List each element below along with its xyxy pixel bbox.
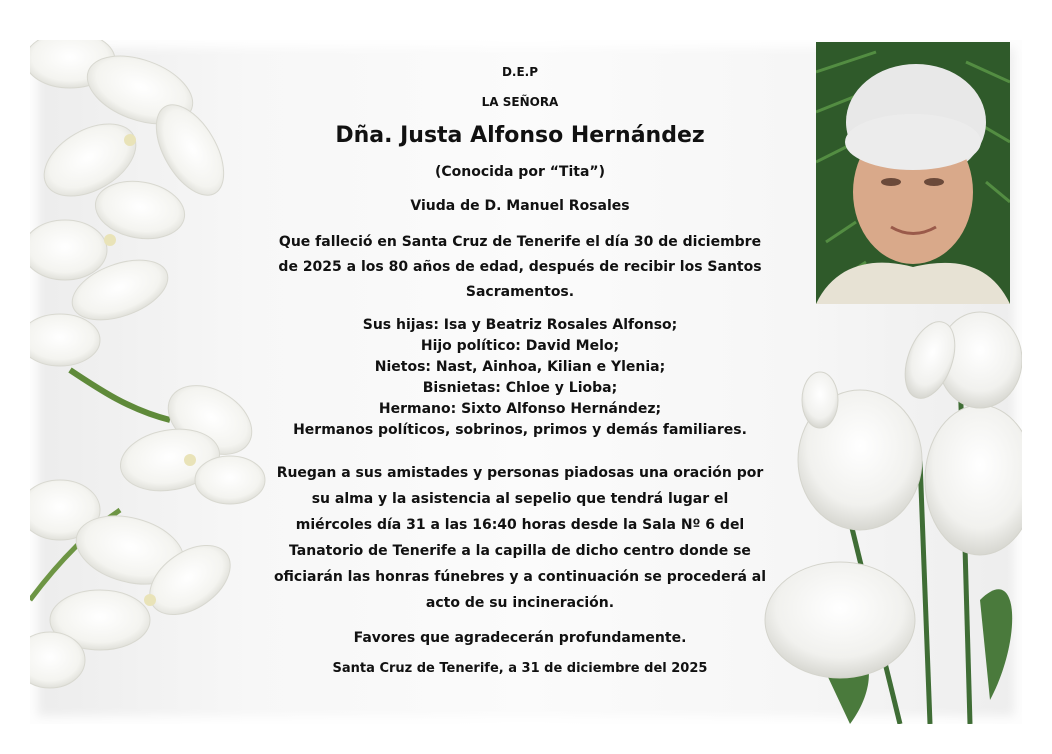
request-line: oficiarán las honras fúnebres y a continuación se procederá al (273, 569, 767, 585)
family-line: Nietos: Nast, Ainhoa, Kilian e Ylenia; (374, 359, 666, 375)
title-label: LA SEÑORA (481, 95, 559, 109)
request-line: Ruegan a sus amistades y personas piadosas una oración por (276, 465, 764, 481)
family-line: Hermano: Sixto Alfonso Hernández; (378, 401, 662, 417)
deceased-name: Dña. Justa Alfonso Hernández (335, 123, 705, 148)
widow-of: Viuda de D. Manuel Rosales (410, 198, 630, 214)
thanks-line: Favores que agradecerán profundamente. (353, 630, 687, 646)
obituary-text (270, 60, 770, 678)
dep-heading: D.E.P (501, 65, 539, 79)
death-line: Sacramentos. (465, 284, 575, 300)
family-line: Bisnietas: Chloe y Lioba; (422, 380, 618, 396)
nickname: (Conocida por “Tita”) (434, 164, 606, 180)
request-line: acto de su incineración. (425, 595, 615, 611)
family-list (270, 315, 770, 441)
family-line: Hijo político: David Melo; (420, 338, 620, 354)
family-line: Hermanos políticos, sobrinos, primos y demás familiares. (293, 422, 747, 438)
death-paragraph (270, 230, 770, 305)
family-line: Sus hijas: Isa y Beatriz Rosales Alfonso; (362, 317, 678, 333)
request-line: su alma y la asistencia al sepelio que tendrá lugar el (311, 491, 729, 507)
deceased-portrait-photo (816, 42, 1010, 304)
death-line: de 2025 a los 80 años de edad, después de recibir los Santos (278, 259, 762, 275)
dateline: Santa Cruz de Tenerife, a 31 de diciembre del 2025 (332, 661, 708, 676)
death-line: Que falleció en Santa Cruz de Tenerife el día 30 de diciembre (278, 234, 762, 250)
request-line: miércoles día 31 a las 16:40 horas desde la Sala Nº 6 del (295, 517, 745, 533)
white-flowers-left-image (30, 40, 290, 724)
request-line: Tanatorio de Tenerife a la capilla de dicho centro donde se (289, 543, 751, 559)
funeral-request-paragraph (270, 460, 770, 616)
